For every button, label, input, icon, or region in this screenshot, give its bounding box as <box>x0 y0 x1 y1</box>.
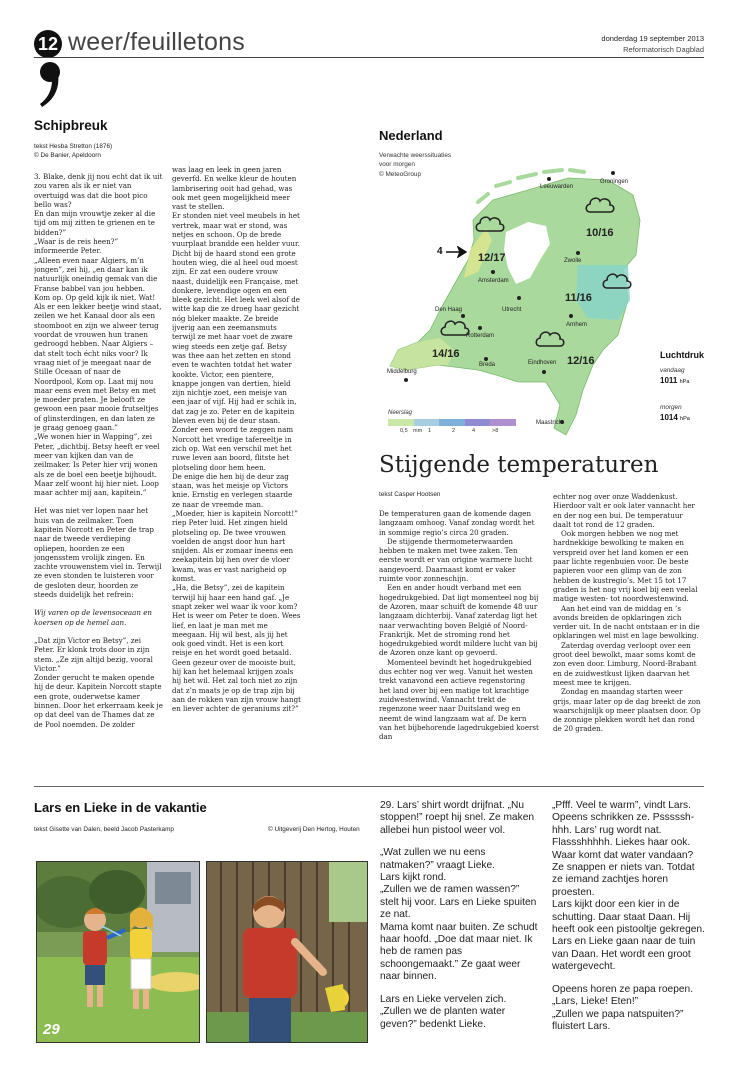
garden-scene <box>37 862 199 1042</box>
precip-legend-bar <box>388 419 516 426</box>
header-date: donderdag 19 september 2013 <box>601 34 704 43</box>
kids-byline: tekst Gisette van Dalen, beeld Jacob Pasterkamp <box>34 826 174 833</box>
city-dot <box>404 378 408 382</box>
temp-east: 11/16 <box>565 292 592 304</box>
serial-title: Schipbreuk <box>34 118 108 133</box>
pressure-label: Luchtdruk <box>660 350 704 360</box>
section-divider <box>34 786 704 787</box>
serial-paragraph: „Alleen even naar Algiers, m’n jongen”, zei hij, „en daar kan ik natuurlijk oneindig gemak van die Franse babbel van jou hebben. Kom op. Op geld kijk ik niet. Wat! Als er een lekker beetje wind staat, zeilen we het Kanaal door als een stoomboot en zijn we alweer terug voordat de vrouwen hun tranen gedroogd hebben. Naar Algiers – dat stelt toch écht niks voor? Ik vraag niet of je meegaat naar de Stille Oceaan of naar de Noordpool, Kom op. Laat mij nou maar eens even met Betsy en met je moeder praten. Je belooft ze gewoon een paar mooie frutseltjes of glinsterdingen, en dan laten ze je graag genoeg gaan.” <box>34 255 162 433</box>
kids-paragraph: „Wat zullen we nu eens natmaken?” vraagt Lieke. <box>380 847 495 871</box>
city-dot <box>517 296 521 300</box>
weather-source: © MeteoGroup <box>379 171 422 178</box>
temp-northeast: 10/16 <box>586 227 614 239</box>
cloud-icon <box>584 194 616 214</box>
netherlands-map <box>378 160 668 440</box>
city-groningen: Groningen <box>600 179 629 185</box>
weather-subtitle: Verwachte weerssituaties voor morgen <box>379 152 452 168</box>
episode-number: 29 <box>43 1021 60 1038</box>
article-title: Stijgende temperaturen <box>379 452 659 478</box>
city-dot <box>569 314 573 318</box>
article-column-2 <box>553 492 703 767</box>
kids-paragraph: Lars kijkt rond. <box>380 872 447 884</box>
serial-paragraph: Er stonden niet veel meubels in het vertrek, maar wat er stond, was netjes en schoon. Op de brede vuurplaat brandde een helder vuur. Dicht bij de haard stond een grote houten wieg, die al heel oud moest zijn. Er zat een oudere vrouw naast, duidelijk een Française, met donkere, levendige ogen en een bleek gezicht. Het leek wel alsof de witte kap die ze droeg haar gezicht nóg bleker maakte. Ze breide ijverig aan een zeemansmuts terwijl ze met haar voet de zware wieg steeds een zetje gaf. Betsy was thee aan het zetten en stond even te wachten totdat het water kookte. Victor, een pientere, knappe jongen van dertien, hield zijn nichtje zoet, een meisje van een jaar of vijf. Hij had er schik in, dat zag je zo. Peter en de kapitein bleven even bij de deur staan. Zonder een woord te zeggen nam Norcott het vredige tafereeltje in zich op. Wat een verschil met het ruwe leven aan boord, flitste het plotseling door hem heen. <box>172 211 300 472</box>
header-rule <box>34 57 704 58</box>
pressure-today-value: 1011 hPa <box>660 376 690 385</box>
pressure-today-label: vandaag <box>660 367 685 374</box>
serial-paragraph: „We wonen hier in Wapping”, zei Peter, „dichtbij. Betsy heeft er veel meer van kijken dan van de zeilmaker. Is Peter hier vrij wonen als ze de boel een beetje bijhoudt. Maar zelf woont hij hier niet. Loop maar achter mij aan, kapitein.” <box>34 432 160 498</box>
kids-column-2 <box>552 800 707 1055</box>
precip-swatch <box>490 419 516 426</box>
kids-paragraph: Lars en Lieke gaan naar de tuin van Daan. Het wordt een groot watergevecht. <box>552 936 696 973</box>
wind-arrow-icon <box>446 246 468 258</box>
cloud-icon <box>601 270 633 290</box>
kids-paragraph: „Zullen we de ramen wassen?” stelt hij voor. Lars en Lieke spuiten ze nat. <box>380 884 537 921</box>
precip-swatch <box>414 419 440 426</box>
city-dot <box>491 270 495 274</box>
city-dot <box>484 357 488 361</box>
cloud-icon <box>474 213 506 233</box>
article-paragraph: echter nog over onze Waddenkust. Hierdoor valt er ook later vannacht her en der nog een bui. De temperatuur daalt tot rond de 12 graden. <box>553 492 695 529</box>
temp-north-coast: 12/17 <box>478 252 506 264</box>
page-number: 12 <box>37 34 59 54</box>
city-dot <box>478 326 482 330</box>
comma-logo-icon <box>36 60 72 110</box>
precip-swatch <box>465 419 491 426</box>
serial-paragraph: „Waar is de reis heen?” informeerde Peter. <box>34 237 119 256</box>
city-amsterdam: Amsterdam <box>478 278 509 284</box>
article-paragraph: Zondag en maandag starten weer grijs, maar later op de dag breekt de zon waarschijnlijk op meer plaatsen door. Op de zonnige plekken wordt het dan rond de 20 graden. <box>553 687 701 734</box>
city-leeuwarden: Leeuwarden <box>540 184 574 190</box>
article-paragraph: Momenteel bevindt het hogedrukgebied dus echter nog ver weg. Vanuit het westen trekt vanavond een actieve regenstoring het land over bij een matige tot krachtige zuidwestenwind. Vannacht trekt de regenzone weer naar Duitsland weg en neemt de wind langzaam wat af. De kern van het bijbehorende lagedrukgebied koerst dan <box>379 657 539 742</box>
precip-swatch <box>388 419 414 426</box>
kids-paragraph: Mama komt naar buiten. Ze schudt haar hoofd. „Doe dat maar niet. Ik heb de ramen pas schoongemaakt.” Ze gaat weer naar binnen. <box>380 921 538 983</box>
weather-title: Nederland <box>379 128 443 143</box>
article-paragraph: De stijgende thermometerwaarden hebben te maken met twee zaken. Ten eerste wordt er van origine warmere lucht aangevoerd. Daarnaast komt er vaker ruimte voor zonneschijn. <box>379 536 533 584</box>
fence-scene <box>207 862 367 1042</box>
precip-label: Neerslag <box>388 410 413 416</box>
precip-swatch <box>439 419 465 426</box>
serial-paragraph: Het was niet ver lopen naar het huis van de zeilmaker. Toen kapitein Norcott en Peter de trap naar de tweede verdieping opliepen, hoorden ze een jongensstem vrolijk zingen. En zachte vrouwenstem viel in. Terwijl ze even stonden te luisteren voor de gesloten deur, hoorden ze steeds duidelijk het refrein: <box>34 506 162 600</box>
serial-paragraph: Zonder gerucht te maken opende hij de deur. Kapitein Norcott stapte een grote, ouderwetse kamer binnen. Door het erkerraam keek je op dat deel van de Thames dat ze de Pool noemden. De zolder <box>34 673 163 729</box>
kids-paragraph: Lars kijkt door een kier in de schutting. Daar staat Daan. Hij heeft ook een pistooltje gekregen. <box>552 899 705 936</box>
article-column-1 <box>379 509 539 767</box>
temp-southwest: 14/16 <box>432 348 460 360</box>
serial-paragraph: „Ha, die Betsy”, zei de kapitein terwijl hij haar een hand gaf. „Je snapt zeker wel waar ik voor kom? Het is weer om Peter te doen. Wees lief, en laat je man met me meegaan. Hij wil best, als jij het ook goed vindt. Het is een kort reisje en het wordt goed betaald. Geen gezeur over de mooiste buit, hij kan het helemaal krijgen zoals hij het wil. Het zal toch niet zo zijn dat z’n maats je op de trap zijn bij aan de rokken van zijn vrouw hangt en liever achter de geraniums zit?” <box>172 583 301 714</box>
illustration-fence <box>206 861 368 1043</box>
serial-byline: tekst Hesba Stretton (1876) <box>34 143 113 150</box>
city-dot <box>576 251 580 255</box>
city-dot <box>461 314 465 318</box>
city-arnhem: Arnhem <box>566 322 588 328</box>
city-middelburg: Middelburg <box>387 369 417 375</box>
city-dot <box>547 177 551 181</box>
city-breda: Breda <box>479 362 496 368</box>
serial-paragraph: „Dat zijn Victor en Betsy”, zei Peter. Er klonk trots door in zijn stem. „Ze zijn altijd bezig, vooral Victor.” <box>34 635 153 673</box>
header-newspaper: Reformatorisch Dagblad <box>623 45 704 54</box>
temp-south: 12/16 <box>567 355 595 367</box>
kids-title: Lars en Lieke in de vakantie <box>34 800 207 815</box>
article-paragraph: Aan het eind van de middag en ’s avonds breiden de opklaringen zich verder uit. In de nacht ontstaan er in die opklaringen wel mist en lage bewolking. <box>553 603 700 641</box>
serial-column-2 <box>172 165 301 765</box>
kids-column-1 <box>380 800 540 1055</box>
article-byline: tekst Casper Hootsen <box>379 491 441 498</box>
kids-paragraph: 29. Lars’ shirt wordt drijfnat. „Nu stoppen!” roept hij snel. Ze maken allebei hun pistool weer vol. <box>380 800 535 836</box>
kids-paragraph: Lars en Lieke vervelen zich. „Zullen we de planten water geven?” bedenkt Lieke. <box>380 993 507 1030</box>
serial-paragraph: was laag en leek in geen jaren geverfd. En welke kleur de houten lambrisering ooit had gehad, was ook met geen mogelijkheid meer vast te stellen. <box>172 165 297 212</box>
city-rotterdam: Rotterdam <box>466 333 495 339</box>
city-eindhoven: Eindhoven <box>528 360 557 366</box>
kids-paragraph: „Pfff. Veel te warm”, vindt Lars. Opeens schrikken ze. Psssssh-hhh. Lars’ rug wordt nat. Flassshhhhh. Liekes haar ook. Waar komt dat water vandaan? Ze snappen er niets van. Totdat ze iemand zachtjes horen proesten. <box>552 800 695 898</box>
serial-copyright: © De Banier, Apeldoorn <box>34 152 101 159</box>
city-den-haag: Den Haag <box>435 307 463 313</box>
section-title: weer/feuilletons <box>68 28 245 56</box>
serial-refrain: Wij varen op de levensoceaan en koersen op de hemel aan. <box>34 608 152 627</box>
article-paragraph: Ook morgen hebben we nog met hardnekkige bewolking te maken en verspreid over het land komen er een paar lichte regenbuien voor. De beste papieren voor een glimp van de zon hebben de kustregio’s. Met 15 tot 17 graden is het nog vrij koel bij een veelal matige westen- tot noordwestenwind. <box>553 529 698 604</box>
kids-paragraph: Opeens horen ze papa roepen. „Lars, Lieke! Eten!” <box>552 983 694 1008</box>
city-dot <box>542 370 546 374</box>
serial-paragraph: 3. Blake, denk jij nou echt dat ik uit zou varen als ik er niet van overtuigd was dat die boot pico bello was? <box>34 172 163 209</box>
kids-copyright: © Uitgeverij Den Hertog, Houten <box>268 826 360 833</box>
wind-speed: 4 <box>437 246 443 257</box>
serial-paragraph: En dan mijn vrouwtje zeker al die tijd om mij zitten te grienen en te bidden?” <box>34 209 156 237</box>
serial-column-1 <box>34 172 163 764</box>
cloud-icon <box>534 328 566 348</box>
city-zwolle: Zwolle <box>564 258 582 264</box>
serial-paragraph: De enige die hen bij de deur zag staan, was het meisje op Victors knie. Ernstig en verlegen staarde ze naar de vreemde man. <box>172 471 293 509</box>
city-dot <box>611 171 615 175</box>
pressure-tomorrow-label: morgen <box>660 404 682 411</box>
city-maastricht: Maastricht <box>536 420 564 426</box>
article-paragraph: Zaterdag overdag verloopt over een groot deel bewolkt, maar soms komt de zon even door. Limburg, Noord-Brabant en de zuidwestkust lijken daarvan het meest mee te krijgen. <box>553 640 697 687</box>
illustration-water-fight <box>36 861 200 1043</box>
serial-paragraph: „Moeder, hier is kapitein Norcott!” riep Peter luid. Het zingen hield plotseling op. De twee vrouwen voelden de angst door hun hart snijden. Als er zomaar ineens een zeekapitein bij hen over de vloer kwam, was er vast narigheid op komst. <box>172 508 298 584</box>
pressure-tomorrow-value: 1014 hPa <box>660 413 690 422</box>
article-paragraph: De temperaturen gaan de komende dagen langzaam omhoog. Vanaf zondag wordt het in sommige regio’s circa 20 graden. <box>379 509 535 537</box>
article-paragraph: Een en ander houdt verband met een hogedrukgebied. Dat ligt momenteel nog bij de Azoren, maar schuift de komende 48 uur langzaam dichterbij. Vanaf zaterdag ligt het naar verwachting boven België of Noord-Frankrijk. Met de stroming rond het hogedrukgebied wordt mildere lucht van bij de Azoren onze kant op gevoerd. <box>379 583 539 658</box>
kids-paragraph: „Zullen we papa natspuiten?” fluistert Lars. <box>552 1008 684 1032</box>
city-utrecht: Utrecht <box>502 307 522 313</box>
